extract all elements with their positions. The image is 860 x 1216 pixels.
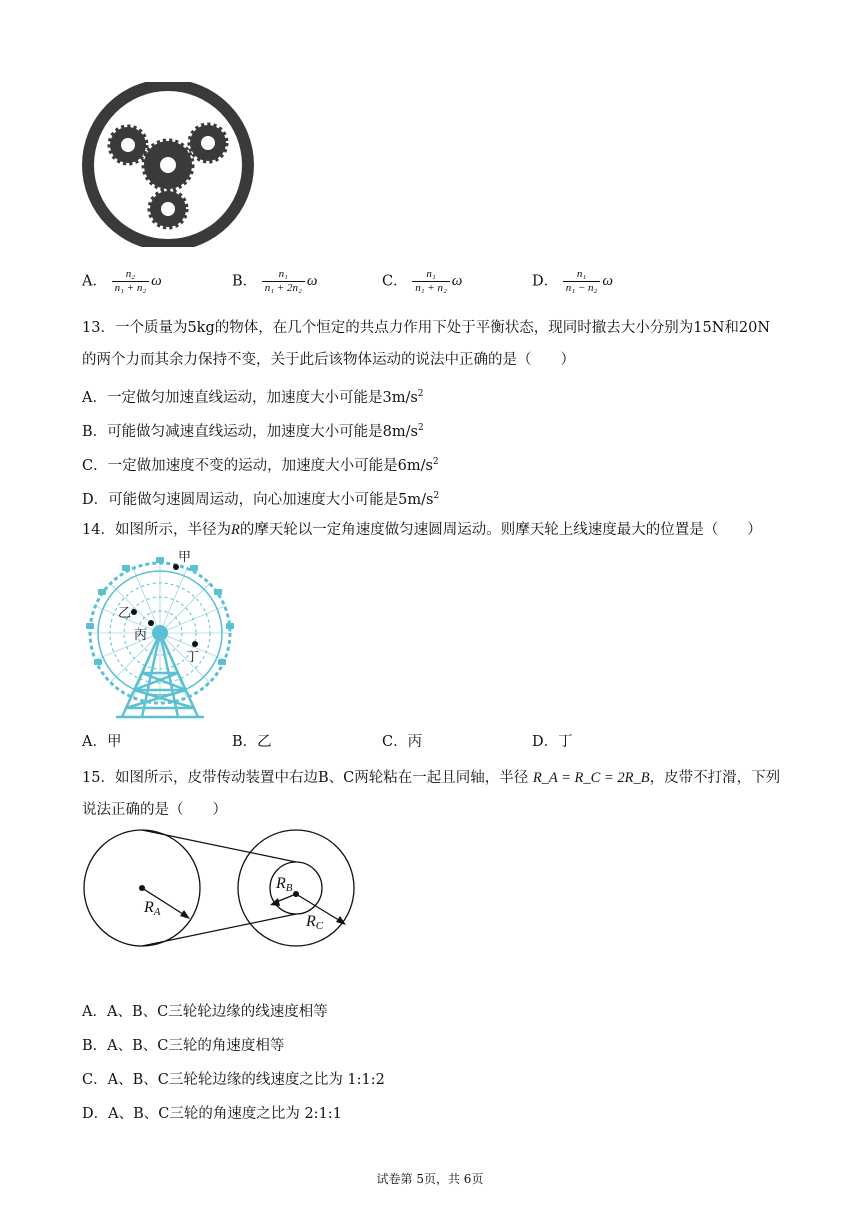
q12-option-a: A． $\frac{\text{n₂}}{\text{n₁ + n₂}}$ ω: [82, 268, 162, 294]
planet-gear-bottom: [150, 191, 186, 227]
label-rc: RC: [306, 913, 324, 932]
q15-option-a: A．A、B、C三轮轮边缘的线速度相等: [82, 1004, 328, 1020]
label-jia: 甲: [178, 550, 192, 565]
q13-option-c: C．一定做加速度不变的运动，加速度大小可能是$6m/s^2$: [82, 457, 439, 474]
q13-option-b: B．可能做匀减速直线运动，加速度大小可能是$8m/s^2$: [82, 423, 424, 440]
label-rb: RB: [276, 875, 293, 894]
q15-option-c: C．A、B、C三轮轮边缘的线速度之比为 1:1:2: [82, 1072, 385, 1088]
q14-stem: 14．如图所示，半径为R的摩天轮以一定角速度做匀速圆周运动。则摩天轮上线速度最大的位置是（ ）: [82, 522, 762, 538]
q14-option-b: B．乙: [232, 734, 272, 750]
q13-option-a: A．一定做匀加速直线运动，加速度大小可能是$3m/s^2$: [82, 389, 424, 406]
q12-option-d: D． $\frac{\text{n₁}}{\text{n₁ − n₂}}$ ω: [532, 268, 613, 294]
belt-drive-figure: [80, 828, 360, 958]
point-ding: [192, 641, 198, 647]
planet-gear-left: [110, 127, 146, 163]
ferris-wheel-figure: [80, 545, 245, 725]
label-bing: 丙: [134, 628, 148, 643]
q14-option-c: C．丙: [382, 734, 423, 750]
q15-stem-line2: 说法正确的是（ ）: [82, 802, 227, 818]
q14-option-d: D．丁: [532, 734, 573, 750]
q15-option-d: D．A、B、C三轮的角速度之比为 2:1:1: [82, 1106, 342, 1122]
q13-option-d: D．可能做匀速圆周运动，向心加速度大小可能是$5m/s^2$: [82, 491, 440, 508]
page-footer: 试卷第 5页，共 6页: [376, 1172, 484, 1186]
sun-gear: [144, 141, 192, 189]
q12-option-c: C． $\frac{\text{n₁}}{\text{n₁ + n₂}}$ ω: [382, 268, 463, 294]
q13-stem-line1: 13．一个质量为5kg的物体，在几个恒定的共点力作用下处于平衡状态，现同时撤去大小分别为15N和20N: [82, 320, 771, 336]
label-yi: 乙: [118, 606, 132, 621]
q12-option-b: B． $\frac{\text{n₁}}{\text{n₁ + 2n₂}}$ ω: [232, 268, 318, 294]
point-yi: [131, 609, 137, 615]
q13-stem-line2: 的两个力而其余力保持不变，关于此后该物体运动的说法中正确的是（ ）: [82, 352, 575, 368]
q15-option-b: B．A、B、C三轮的角速度相等: [82, 1038, 285, 1054]
planet-gear-right: [190, 125, 226, 161]
q15-stem-line1: 15．如图所示，皮带传动装置中右边B、C两轮粘在一起且同轴，半径 R_A = R_C = 2R_B，皮带不打滑，下列: [82, 770, 781, 786]
q15-radius-relation: R_A = R_C = 2R_B: [532, 770, 650, 786]
label-ding: 丁: [186, 650, 200, 665]
wheel-c: [238, 830, 354, 946]
planetary-gear-figure: [80, 82, 260, 247]
point-bing: [148, 620, 154, 626]
label-ra: RA: [144, 899, 161, 918]
q14-option-a: A．甲: [82, 734, 122, 750]
